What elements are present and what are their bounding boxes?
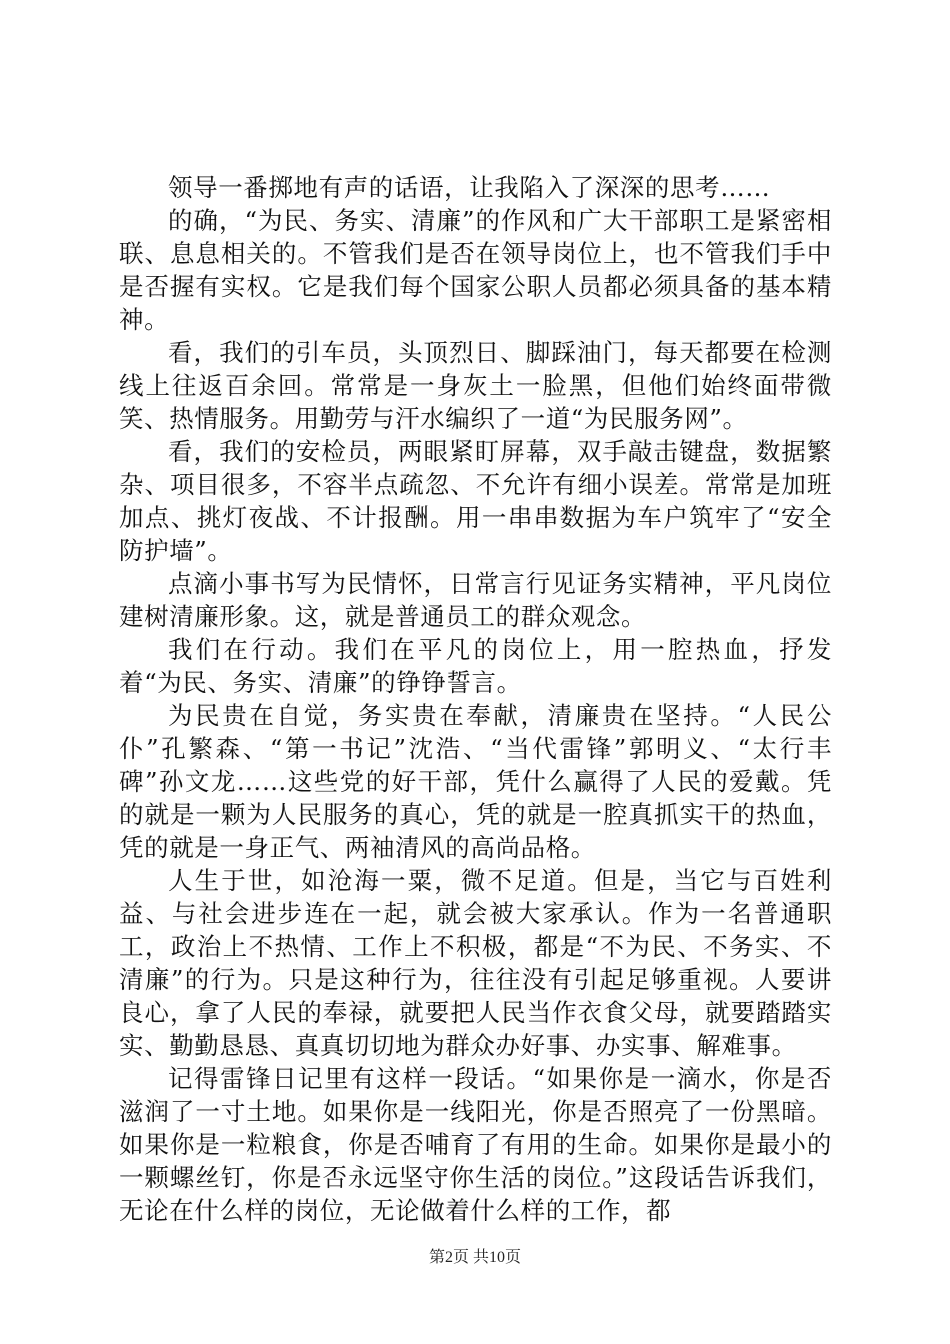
paragraph: 记得雷锋日记里有这样一段话。“如果你是一滴水，你是否滋润了一寸土地。如果你是一线阳光，你是否照亮了一份黑暗。如果你是一粒粮食，你是否哺育了有用的生命。如果你是最小的一颗螺丝钉，你是否永远坚守你生活的岗位。”这段话告诉我们，无论在什么样的岗位，无论做着什么样的工作，都 <box>119 1064 832 1225</box>
paragraph: 人生于世，如沧海一粟，微不足道。但是，当它与百姓利益、与社会进步连在一起，就会被大家承认。作为一名普通职工，政治上不热情、工作上不积极，都是“不为民、不务实、不清廉”的行为。只是这种行为，往往没有引起足够重视。人要讲良心，拿了人民的奉禄，就要把人民当作衣食父母，就要踏踏实实、勤勤恳恳、真真切切地为群众办好事、办实事、解难事。 <box>119 866 832 1060</box>
document-body <box>119 171 832 1227</box>
paragraph: 为民贵在自觉，务实贵在奉献，清廉贵在坚持。“人民公仆”孔繁森、“第一书记”沈浩、“当代雷锋”郭明义、“太行丰碑”孙文龙……这些党的好干部，凭什么赢得了人民的爱戴。凭的就是一颗为人民服务的真心，凭的就是一腔真抓实干的热血，凭的就是一身正气、两袖清风的高尚品格。 <box>119 701 832 862</box>
paragraph: 看，我们的引车员，头顶烈日、脚踩油门，每天都要在检测线上往返百余回。常常是一身灰土一脸黑，但他们始终面带微笑、热情服务。用勤劳与汗水编织了一道“为民服务网”。 <box>119 338 832 433</box>
paragraph: 的确，“为民、务实、清廉”的作风和广大干部职工是紧密相联、息息相关的。不管我们是否在领导岗位上，也不管我们手中是否握有实权。它是我们每个国家公职人员都必须具备的基本精神。 <box>119 206 832 334</box>
paragraph: 领导一番掷地有声的话语，让我陷入了深深的思考…… <box>168 173 771 202</box>
page-number-footer: 第2页 共10页 <box>428 1249 521 1266</box>
paragraph: 看，我们的安检员，两眼紧盯屏幕，双手敲击键盘，数据繁杂、项目很多，不容半点疏忽、不允许有细小误差。常常是加班加点、挑灯夜战、不计报酬。用一串串数据为车户筑牢了“安全防护墙”。 <box>119 437 832 565</box>
paragraph: 我们在行动。我们在平凡的岗位上，用一腔热血，抒发着“为民、务实、清廉”的铮铮誓言。 <box>119 635 832 697</box>
paragraph: 点滴小事书写为民情怀，日常言行见证务实精神，平凡岗位建树清廉形象。这，就是普通员工的群众观念。 <box>119 569 832 631</box>
